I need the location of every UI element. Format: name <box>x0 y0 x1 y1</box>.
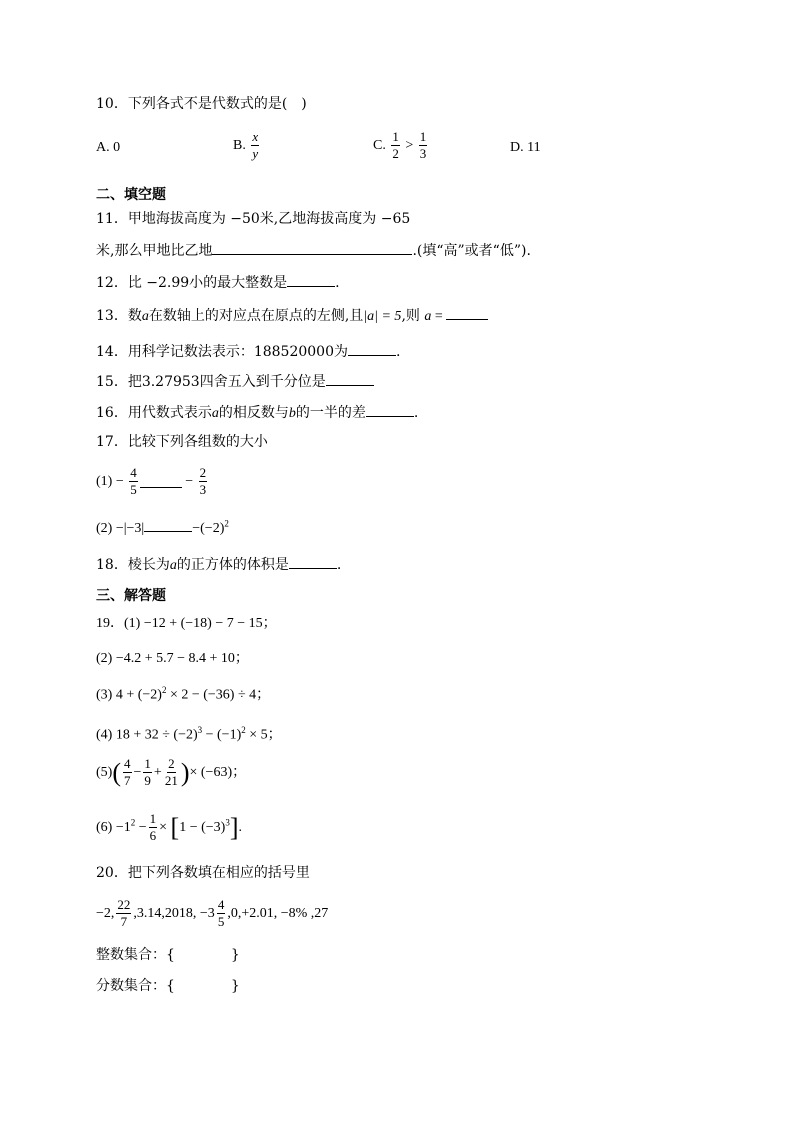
q17-part1 <box>96 466 209 498</box>
q16-line <box>96 404 418 421</box>
fraction <box>123 757 132 789</box>
denominator: 7 <box>124 773 131 789</box>
number-list: −2, <box>96 906 115 922</box>
q14-text: 14．用科学记数法表示：188520000为 <box>96 344 348 360</box>
exponent: 2 <box>241 725 246 735</box>
denominator: 6 <box>149 828 157 844</box>
fraction-set: 分数集合：{ } <box>96 978 240 994</box>
numerator: 2 <box>199 466 208 482</box>
q13-line <box>96 307 488 324</box>
expression: −(−2) <box>192 521 225 536</box>
operator: × <box>159 820 171 836</box>
q18-end: . <box>336 557 342 573</box>
q13-text: 13．数 <box>96 308 142 324</box>
q18-text: 的正方体的体积是 <box>176 557 289 573</box>
variable: a <box>424 309 432 324</box>
q10-stem: 10．下列各式不是代数式的是( ) <box>96 96 307 112</box>
numerator: 1 <box>419 130 428 146</box>
q11-text: 米,那么甲地比乙地 <box>96 243 213 259</box>
q19-part2: (2) −4.2 + 5.7 − 8.4 + 10； <box>96 651 249 666</box>
numerator: 1 <box>149 812 158 828</box>
q12-line <box>96 274 340 290</box>
fraction <box>143 757 152 789</box>
q19-part6 <box>96 812 242 844</box>
fraction <box>217 898 226 930</box>
part-label: (5) <box>96 765 113 781</box>
numerator: x <box>251 130 259 146</box>
q16-text: 16．用代数式表示 <box>96 405 212 421</box>
operator: + <box>153 765 162 781</box>
section-heading-fill-blank: 二、填空题 <box>96 187 166 203</box>
denominator: 5 <box>130 482 137 498</box>
denominator: 7 <box>120 914 128 930</box>
q15-text: 15．把3.27953四舍五入到千分位是 <box>96 374 326 390</box>
q18-text: 18．棱长为 <box>96 557 170 573</box>
answer-blank[interactable] <box>144 519 192 532</box>
fraction <box>251 130 259 162</box>
q10-option-c <box>373 130 429 162</box>
variable: a <box>141 309 149 324</box>
denominator: 3 <box>419 146 427 162</box>
q12-end: . <box>335 275 340 291</box>
q19-part3 <box>96 686 270 703</box>
denominator: 9 <box>144 773 151 789</box>
number-list: ,3.14,2018, −3 <box>133 906 215 922</box>
q20-stem: 20．把下列各数填在相应的括号里 <box>96 865 310 881</box>
exponent: 3 <box>197 725 203 735</box>
q19-part5 <box>96 757 246 789</box>
denominator: 5 <box>217 914 225 930</box>
denominator: 3 <box>199 482 207 498</box>
fraction <box>419 130 428 162</box>
denominator: 21 <box>164 773 178 789</box>
right-bracket: ] <box>229 812 239 842</box>
answer-blank[interactable] <box>287 274 335 287</box>
q13-text: 在数轴上的对应点在原点的左侧,且 <box>148 308 364 324</box>
q19-part4 <box>96 726 282 743</box>
integer-set: 整数集合：{ } <box>96 947 240 963</box>
q14-line <box>96 343 400 359</box>
answer-blank[interactable] <box>212 242 412 255</box>
end-mark: . <box>238 820 243 836</box>
numerator: 1 <box>143 757 152 773</box>
right-paren: ) <box>180 757 190 787</box>
expression: 1 − (−3) <box>179 820 226 836</box>
expression: × 2 − (−36) ÷ 4； <box>166 687 271 703</box>
q11-line2 <box>96 242 531 258</box>
q19-part1: 19．(1) −12 + (−18) − 7 − 15； <box>96 616 277 631</box>
q11-hint: .(填“高”或者“低”). <box>412 243 531 259</box>
numerator: 22 <box>116 898 131 914</box>
q12-text: 12．比 −2.99小的最大整数是 <box>96 275 288 291</box>
denominator: 2 <box>392 146 399 162</box>
numerator: 2 <box>167 757 176 773</box>
expression: (2) −|−3| <box>96 521 145 536</box>
exponent: 2 <box>130 817 136 828</box>
operator: > <box>405 138 414 154</box>
answer-blank[interactable] <box>446 307 488 320</box>
expression: (6) −1 <box>96 820 131 836</box>
number-list: ,0,+2.01, −8% ,27 <box>227 906 329 922</box>
q17-stem: 17．比较下列各组数的大小 <box>96 434 268 450</box>
abs-expression: |a| = 5 <box>363 309 402 324</box>
option-label: C. <box>373 138 386 154</box>
q18-line <box>96 556 341 573</box>
q16-text: 的相反数与 <box>218 405 289 421</box>
part-label: (1) − <box>96 474 124 490</box>
expression: − (−1) <box>202 727 242 743</box>
numerator: 4 <box>123 757 132 773</box>
section-heading-solve: 三、解答题 <box>96 588 166 604</box>
answer-blank[interactable] <box>348 343 396 356</box>
answer-blank[interactable] <box>366 404 414 417</box>
minus-sign: − <box>185 474 194 490</box>
numerator: 4 <box>129 466 138 482</box>
option-label: B. <box>233 138 246 154</box>
exponent: 2 <box>161 685 167 695</box>
q10-option-a: A. 0 <box>96 140 121 155</box>
variable: a <box>211 406 219 421</box>
q13-text: ,则 <box>401 308 425 324</box>
expression: × (−63)； <box>189 765 247 781</box>
q11-line1: 11．甲地海拔高度为 −50米,乙地海拔高度为 −65 <box>96 211 411 227</box>
operator: − <box>133 765 142 781</box>
denominator: y <box>252 146 259 162</box>
equals-sign: = <box>431 309 447 324</box>
numerator: 1 <box>391 130 400 146</box>
q16-text: 的一半的差 <box>295 405 366 421</box>
answer-blank[interactable] <box>289 556 337 569</box>
q17-part2 <box>96 519 229 536</box>
fraction <box>164 757 179 789</box>
operator: − <box>135 820 147 836</box>
variable: b <box>288 406 296 421</box>
fraction <box>199 466 208 498</box>
fraction <box>391 130 400 162</box>
left-paren: ( <box>112 757 121 787</box>
numerator: 4 <box>217 898 226 914</box>
q10-option-d: D. 11 <box>510 140 541 155</box>
q10-option-b <box>233 130 261 162</box>
expression: × 5； <box>245 727 282 743</box>
fraction <box>149 812 158 844</box>
variable: a <box>169 558 177 573</box>
exponent: 3 <box>225 817 230 828</box>
exponent: 2 <box>224 518 229 529</box>
q15-line <box>96 373 374 389</box>
q16-end: . <box>413 405 419 421</box>
expression: (4) 18 + 32 ÷ (−2) <box>96 727 198 743</box>
q14-end: . <box>395 344 401 360</box>
fraction <box>129 466 138 498</box>
fraction <box>116 898 131 930</box>
q20-numbers <box>96 898 328 930</box>
expression: (3) 4 + (−2) <box>96 687 162 703</box>
left-bracket: [ <box>170 812 180 842</box>
answer-blank[interactable] <box>140 475 182 488</box>
answer-blank[interactable] <box>326 373 374 386</box>
